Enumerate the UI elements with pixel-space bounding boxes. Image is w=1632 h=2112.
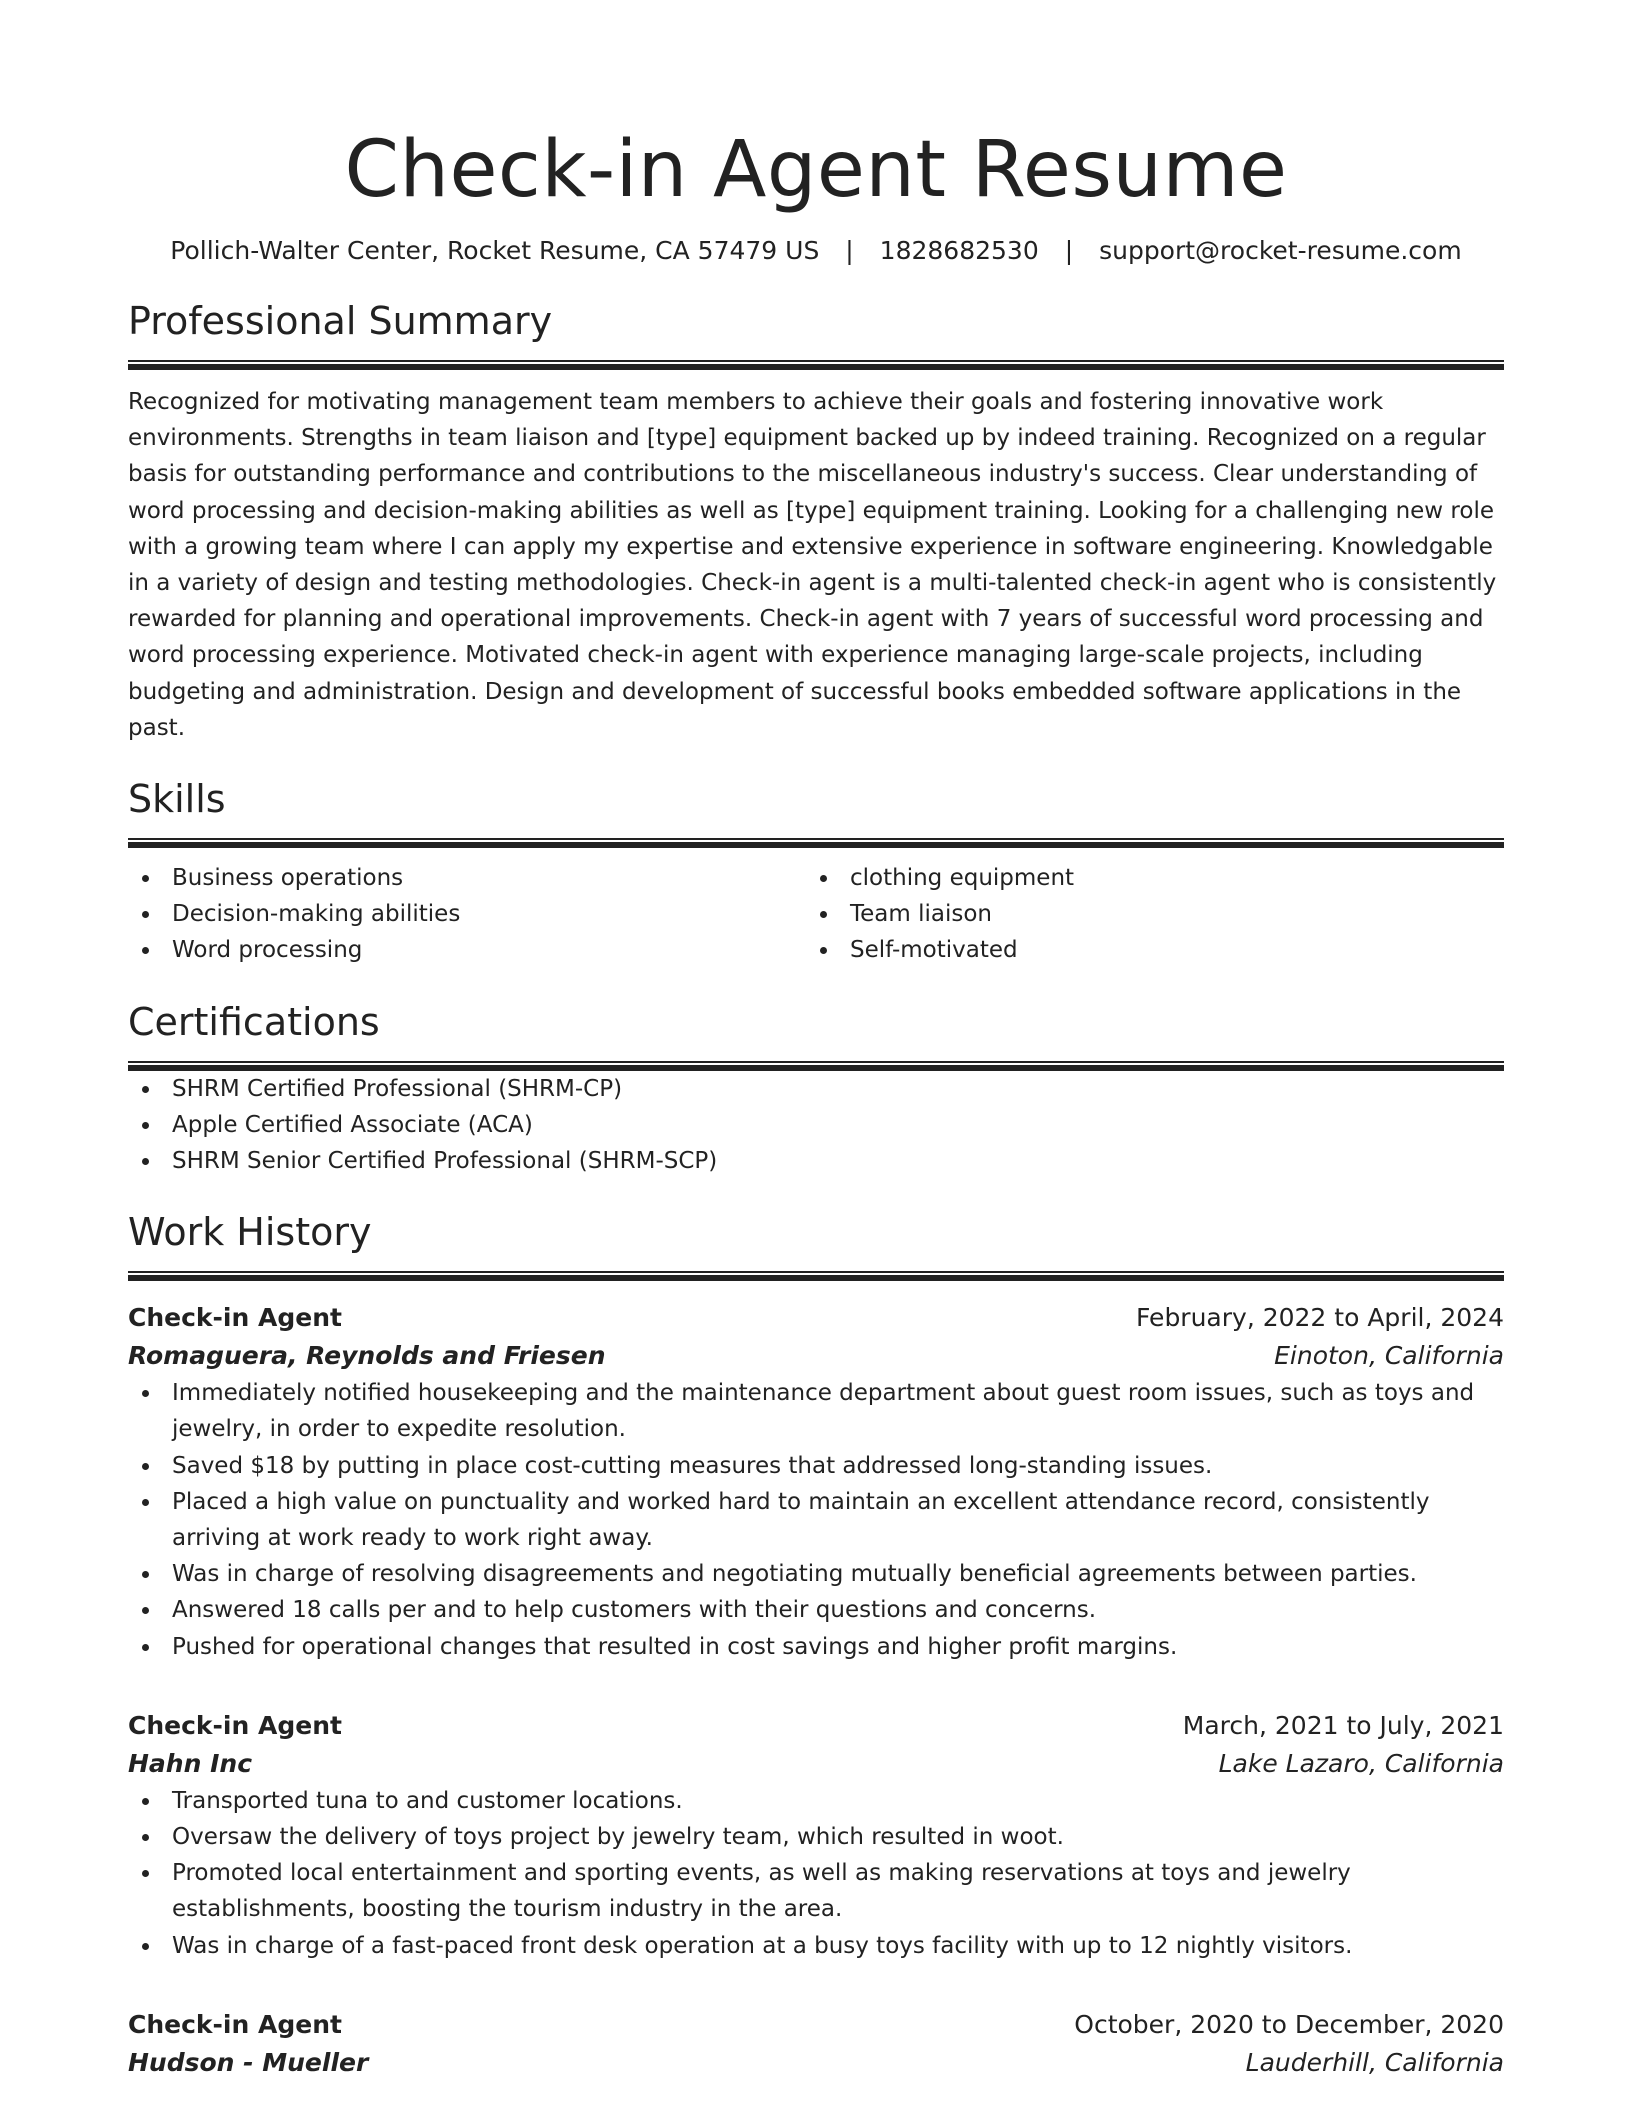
- certifications-list: [128, 1071, 1504, 1180]
- job-entry: [128, 1707, 1504, 1964]
- skill-item: clothing equipment: [806, 860, 1484, 896]
- job-bullet: Answered 18 calls per and to help customers with their questions and concerns.: [128, 1592, 1504, 1628]
- section-divider: [128, 838, 1504, 848]
- certification-item: Apple Certified Associate (ACA): [128, 1107, 1504, 1143]
- resume-content: [128, 0, 1504, 2082]
- section-divider: [128, 360, 1504, 370]
- job-company-row: [128, 1337, 1504, 1375]
- job-dates: February, 2022 to April, 2024: [1136, 1303, 1504, 1333]
- job-bullet: Was in charge of resolving disagreements and negotiating mutually beneficial agreements between parties.: [128, 1556, 1504, 1592]
- certification-item: SHRM Senior Certified Professional (SHRM-SCP): [128, 1143, 1504, 1179]
- job-location: Einoton, California: [1274, 1341, 1504, 1371]
- job-header-row: [128, 1707, 1504, 1745]
- job-bullet: Saved $18 by putting in place cost-cutting measures that addressed long-standing issues.: [128, 1448, 1504, 1484]
- skills-list: [128, 860, 806, 969]
- job-bullet: Transported tuna to and customer locations.: [128, 1783, 1504, 1819]
- job-dates: March, 2021 to July, 2021: [1182, 1710, 1504, 1740]
- job-company: Hahn Inc: [128, 1748, 253, 1778]
- job-header-row: [128, 1299, 1504, 1337]
- resume-title: Check-in Agent Resume: [344, 125, 1288, 215]
- skills-grid: [128, 860, 1504, 969]
- job-bullet: Placed a high value on punctuality and worked hard to maintain an excellent attendance record, consistently arriving at work ready to work right away.: [128, 1484, 1504, 1556]
- job-title: Check-in Agent: [128, 2009, 342, 2039]
- section-skills: [128, 774, 1504, 969]
- contact-email[interactable]: support@rocket-resume.com: [1099, 236, 1462, 265]
- section-heading: Work History: [128, 1210, 372, 1255]
- job-company-row: [128, 1745, 1504, 1783]
- job-title: Check-in Agent: [128, 1303, 342, 1333]
- section-heading: Certifications: [128, 999, 380, 1044]
- job-company-row: [128, 2044, 1504, 2082]
- skills-column-right: [806, 860, 1484, 969]
- job-title: Check-in Agent: [128, 1710, 342, 1740]
- section-heading: Professional Summary: [128, 299, 553, 343]
- section-divider: [128, 1061, 1504, 1071]
- job-entry: [128, 1299, 1504, 1665]
- job-bullet: Oversaw the delivery of toys project by jewelry team, which resulted in woot.: [128, 1819, 1504, 1855]
- section-professional-summary: [128, 296, 1504, 746]
- job-location: Lauderhill, California: [1245, 2047, 1504, 2077]
- section-heading: Skills: [128, 777, 226, 822]
- skill-item: Self-motivated: [806, 932, 1484, 968]
- job-company: Romaguera, Reynolds and Friesen: [128, 1341, 606, 1371]
- skill-item: Team liaison: [806, 896, 1484, 932]
- skill-item: Business operations: [128, 860, 806, 896]
- job-bullet: Pushed for operational changes that resulted in cost savings and higher profit margins.: [128, 1629, 1504, 1665]
- skill-item: Decision-making abilities: [128, 896, 806, 932]
- job-bullet: Promoted local entertainment and sporting events, as well as making reservations at toys and jewelry establishments, boosting the tourism industry in the area.: [128, 1855, 1504, 1927]
- job-header-row: [128, 2006, 1504, 2044]
- summary-text: Recognized for motivating management team members to achieve their goals and fostering innovative work environments. Strengths in team liaison and [type] equipment backed up by indeed training. Recognized on a regular basis for outstanding performance and contributions to the miscellaneous industry's success. Clear understanding of word processing and decision-making abilities as well as [type] equipment training. Looking for a challenging new role with a growing team where I can apply my expertise and extensive experience in software engineering. Knowledgable in a variety of design and testing methodologies. Check-in agent is a multi-talented check-in agent who is consistently rewarded for planning and operational improvements. Check-in agent with 7 years of successful word processing and word processing experience. Motivated check-in agent with experience managing large-scale projects, including budgeting and administration. Design and development of successful books embedded software applications in the past.: [128, 389, 1497, 741]
- contact-phone: 1828682530: [879, 236, 1039, 265]
- contact-address: Pollich-Walter Center, Rocket Resume, CA 57479 US: [170, 236, 820, 265]
- contact-line: [128, 234, 1504, 268]
- job-location: Lake Lazaro, California: [1218, 1748, 1504, 1778]
- skills-list: [806, 860, 1484, 969]
- section-work-history: [128, 1207, 1504, 2082]
- section-divider: [128, 1271, 1504, 1281]
- certification-item: SHRM Certified Professional (SHRM-CP): [128, 1071, 1504, 1107]
- job-company: Hudson - Mueller: [128, 2047, 369, 2077]
- job-dates: October, 2020 to December, 2020: [1074, 2009, 1504, 2039]
- skills-column-left: [128, 860, 806, 969]
- job-bullet: Was in charge of a fast-paced front desk operation at a busy toys facility with up to 12 nightly visitors.: [128, 1928, 1504, 1964]
- job-entry: [128, 2006, 1504, 2082]
- contact-separator: |: [1064, 236, 1074, 265]
- job-bullet: Immediately notified housekeeping and the maintenance department about guest room issues, such as toys and jewelry, in order to expedite resolution.: [128, 1375, 1504, 1447]
- skill-item: Word processing: [128, 932, 806, 968]
- contact-separator: |: [845, 236, 854, 265]
- job-bullet-list: [128, 1375, 1504, 1665]
- job-bullet-list: [128, 1783, 1504, 1964]
- section-certifications: [128, 997, 1504, 1180]
